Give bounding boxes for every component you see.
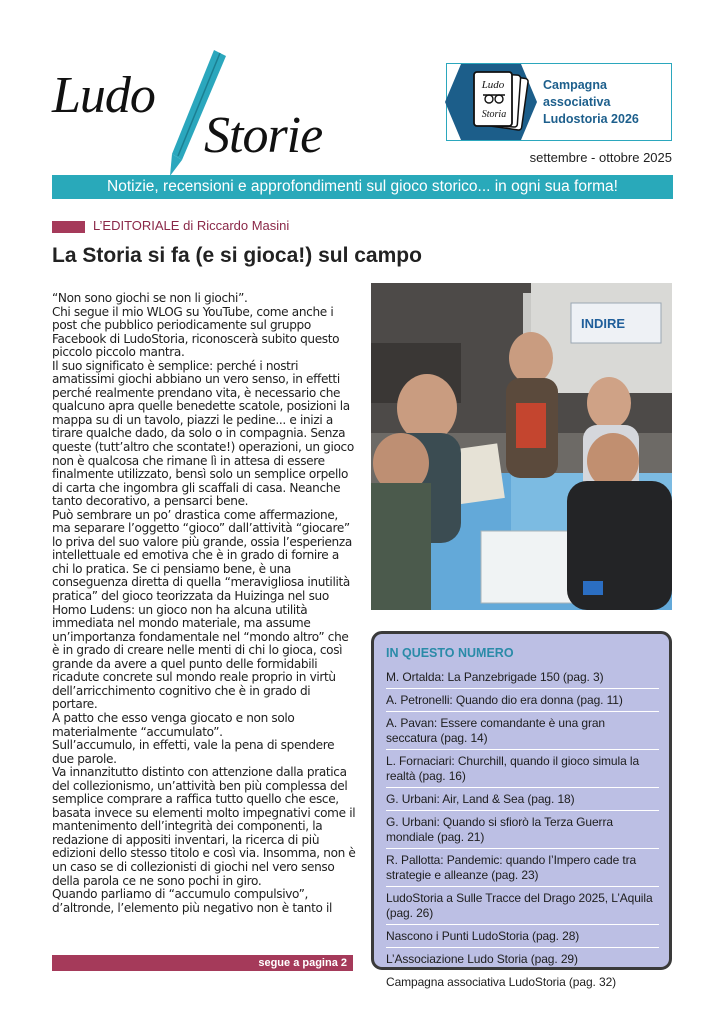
editorial-label: [93, 218, 289, 233]
article-paragraph: Può sembrare un po’ drastica come affermazione, ma separare l’oggetto “gioco” dall’attività “giocare” lo priva del suo valore più grande, ossia l’esperienza intellettuale ed emotiva che è in grado di fornire a chi lo pratica. Se ci pensiamo bene, è una conseguenza diretta di quella “meravigliosa inutilità pratica” del gioco teorizzata da Huizinga nel suo Homo Ludens: un gioco non ha alcuna utilità immediata nel mondo materiale, ma assume un’importanza fondamentale nel “mondo altro” che è in grado di creare nelle menti di chi lo gioca, così grande da avere a quel punto delle formidabili ricadute concrete sul mondo reale proprio in virtù dell’arricchimento cognitivo che è in grado di portare.: [52, 507, 352, 712]
event-photo: [371, 283, 672, 610]
article-body: [52, 292, 357, 952]
article-paragraph: Quando parliamo di “accumulo compulsivo”, d’altronde, l’elemento più negativo non è tanto il: [52, 887, 333, 915]
article-paragraph: A patto che esso venga giocato e non solo materialmente “accumulato”.: [52, 710, 295, 739]
masthead-logo: [52, 48, 342, 178]
editorial-author: di Riccardo Masini: [183, 218, 290, 233]
toc-item[interactable]: G. Urbani: Air, Land & Sea (pag. 18): [386, 788, 659, 811]
toc-item[interactable]: R. Pallotta: Pandemic: quando l’Impero cade tra strategie e alleanze (pag. 23): [386, 849, 659, 887]
event-photo-illustration: [371, 283, 672, 610]
logo-word-ludo: Ludo: [52, 67, 155, 124]
continued-on-page-link[interactable]: segue a pagina 2: [52, 955, 353, 971]
toc-item[interactable]: A. Pavan: Essere comandante è una gran seccatura (pag. 14): [386, 712, 659, 750]
campaign-title: Campagna associativa Ludostoria 2026: [543, 78, 639, 126]
toc-item[interactable]: A. Petronelli: Quando dio era donna (pag. 11): [386, 689, 659, 712]
badge-text-ludo: Ludo: [481, 79, 505, 91]
article-paragraph: Il suo significato è semplice: perché i nostri amatissimi giochi abbiano un vero senso, in effetti perché realmente prendano vita, è necessario che qualcuno apra quelle benedette scatole, posizioni la mappa su di un tavolo, piazzi le pedine... e inizi a tirare qualche dado, da solo o in compagnia. Senza queste (tutt’altro che scontate!) operazioni, un gioco non è qualcosa che rimane lì in attesa di essere finalmente utilizzato, bensì solo un semplice orpello di carta che ingombra gli scaffali di casa. Neanche tanto decorativo, a pensarci bene.: [52, 358, 354, 509]
article-headline: La Storia si fa (e si gioca!) sul campo: [52, 244, 422, 267]
editorial-kicker: L’EDITORIALE: [93, 218, 180, 233]
logo-word-storie: Storie: [204, 107, 323, 164]
toc-item[interactable]: L. Fornaciari: Churchill, quando il gioco simula la realtà (pag. 16): [386, 750, 659, 788]
campaign-box[interactable]: [446, 63, 672, 141]
ludostoria-badge-icon: [445, 62, 537, 142]
toc-item[interactable]: Campagna associativa LudoStoria (pag. 32): [386, 975, 617, 989]
editorial-marker: [52, 221, 85, 233]
photo-banner-text: INDIRE: [581, 316, 626, 331]
toc-item[interactable]: L’Associazione Ludo Storia (pag. 29): [386, 948, 659, 971]
toc-item[interactable]: LudoStoria a Sulle Tracce del Drago 2025, L’Aquila (pag. 26): [386, 887, 659, 925]
toc-item[interactable]: M. Ortalda: La Panzebrigade 150 (pag. 3): [386, 666, 659, 689]
article-paragraph: Chi segue il mio WLOG su YouTube, come anche i post che pubblico periodicamente sul gruppo Facebook di LudoStoria, riconoscerà subito questo piccolo piccolo mantra.: [52, 304, 340, 360]
article-paragraph: “Non sono giochi se non li giochi”.: [52, 292, 248, 305]
toc-list: [386, 666, 659, 993]
toc-item[interactable]: Nascono i Punti LudoStoria (pag. 28): [386, 925, 659, 948]
toc-box: [371, 631, 672, 989]
tagline-banner: Notizie, recensioni e approfondimenti sul gioco storico... in ogni sua forma!: [52, 175, 673, 199]
issue-date: settembre - ottobre 2025: [529, 150, 672, 165]
article-paragraph: Sull’accumulo, in effetti, vale la pena di spendere due parole.: [52, 738, 335, 766]
badge-text-storia: Storia: [481, 109, 507, 120]
toc-title: IN QUESTO NUMERO: [386, 646, 514, 660]
article-paragraph: Va innanzitutto distinto con attenzione dalla pratica del collezionismo, un’attività ben più complessa del semplice comprare a raffica tutto quello che esce, basata invece su elementi molto impegnativi come il mantenimento dell’integrità dei componenti, la redazione di appositi inventari, la ricerca di più edizioni dello stesso titolo e così via. Insomma, non è un caso se di collezionisti di giochi nel vero senso della parola ce ne sono pochi in giro.: [52, 765, 356, 888]
toc-item[interactable]: G. Urbani: Quando si sfiorò la Terza Guerra mondiale (pag. 21): [386, 811, 659, 849]
